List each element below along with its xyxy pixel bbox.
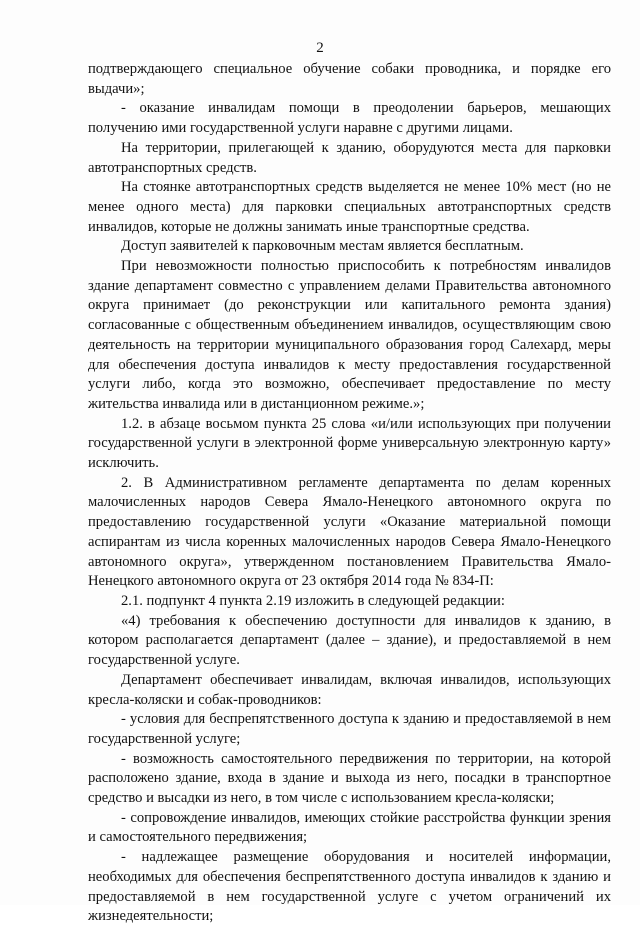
document-body [88, 60, 611, 927]
paragraph-department-provides: Департамент обеспечивает инвалидам, включая инвалидов, использующих кресла-коляски и собак-проводников: [88, 671, 611, 708]
paragraph-equipment-placement: - надлежащее размещение оборудования и носителей информации, необходимых для обеспечения беспрепятственного доступа инвалидов к зданию и предоставляемой в нем государственной услуге с учетом ограничений их жизнедеятельности; [88, 849, 611, 925]
paragraph-clause-1-2: 1.2. в абзаце восьмом пункта 25 слова «и/или использующих при получении государственной услуги в электронной форме универсальную электронную карту» исключить. [88, 415, 611, 472]
paragraph-parking-free: Доступ заявителей к парковочным местам является бесплатным. [121, 238, 524, 255]
paragraph-adaptation-measures: При невозможности полностью приспособить к потребностям инвалидов здание департамент совместно с управлением делами Правительства автономного округа принимает (до реконструкции или капитального ремонта здания) согласованные с общественным объединением инвалидов, осуществляющим свою деятельность на территории муниципального образования город Салехард, меры для обеспечения доступа инвалидов к месту предоставления государственной услуги либо, когда это возможно, обеспечивает предоставление по месту жительства инвалида или в дистанционном режиме.»; [88, 258, 611, 412]
page-number: 2 [316, 40, 324, 56]
paragraph-movement-possibility: - возможность самостоятельного передвижения по территории, на которой расположено здание, входа в здание и выхода из него, посадки в транспортное средство и высадки из него, в том числе с использованием кресла-коляски; [88, 750, 611, 807]
paragraph-continuation: подтверждающего специальное обучение собаки проводника, и порядке его выдачи»; [88, 61, 611, 97]
paragraph-parking-quota: На стоянке автотранспортных средств выделяется не менее 10% мест (но не менее одного места) для парковки специальных автотранспортных средств инвалидов, которые не должны занимать иные транспортные средства. [88, 179, 611, 235]
paragraph-parking-territory: На территории, прилегающей к зданию, оборудуются места для парковки автотранспортных средств. [88, 139, 611, 176]
paragraph-accompaniment: - сопровождение инвалидов, имеющих стойкие расстройства функции зрения и самостоятельного передвижения; [88, 809, 611, 846]
paragraph-clause-2: 2. В Административном регламенте департамента по делам коренных малочисленных народов Севера Ямало-Ненецкого автономного округа по предоставлению государственной услуги «Оказание материальной помощи аспирантам из числа коренных малочисленных народов Севера Ямало-Ненецкого автономного округа», утвержденном постановлением Правительства Ямало-Ненецкого автономного округа от 23 октября 2014 года № 834-П: [88, 474, 611, 590]
paragraph-clause-2-1: 2.1. подпункт 4 пункта 2.19 изложить в следующей редакции: [121, 592, 505, 609]
paragraph-access-conditions: - условия для беспрепятственного доступа к зданию и предоставляемой в нем государственной услуге; [88, 711, 611, 747]
paragraph-assistance-item: - оказание инвалидам помощи в преодолении барьеров, мешающих получению ими государственной услуги наравне с другими лицами. [88, 100, 611, 137]
paragraph-requirement-4: «4) требования к обеспечению доступности для инвалидов к зданию, в котором располагается департамент (далее – здание), и предоставляемой в нем государственной услуге. [88, 612, 611, 669]
